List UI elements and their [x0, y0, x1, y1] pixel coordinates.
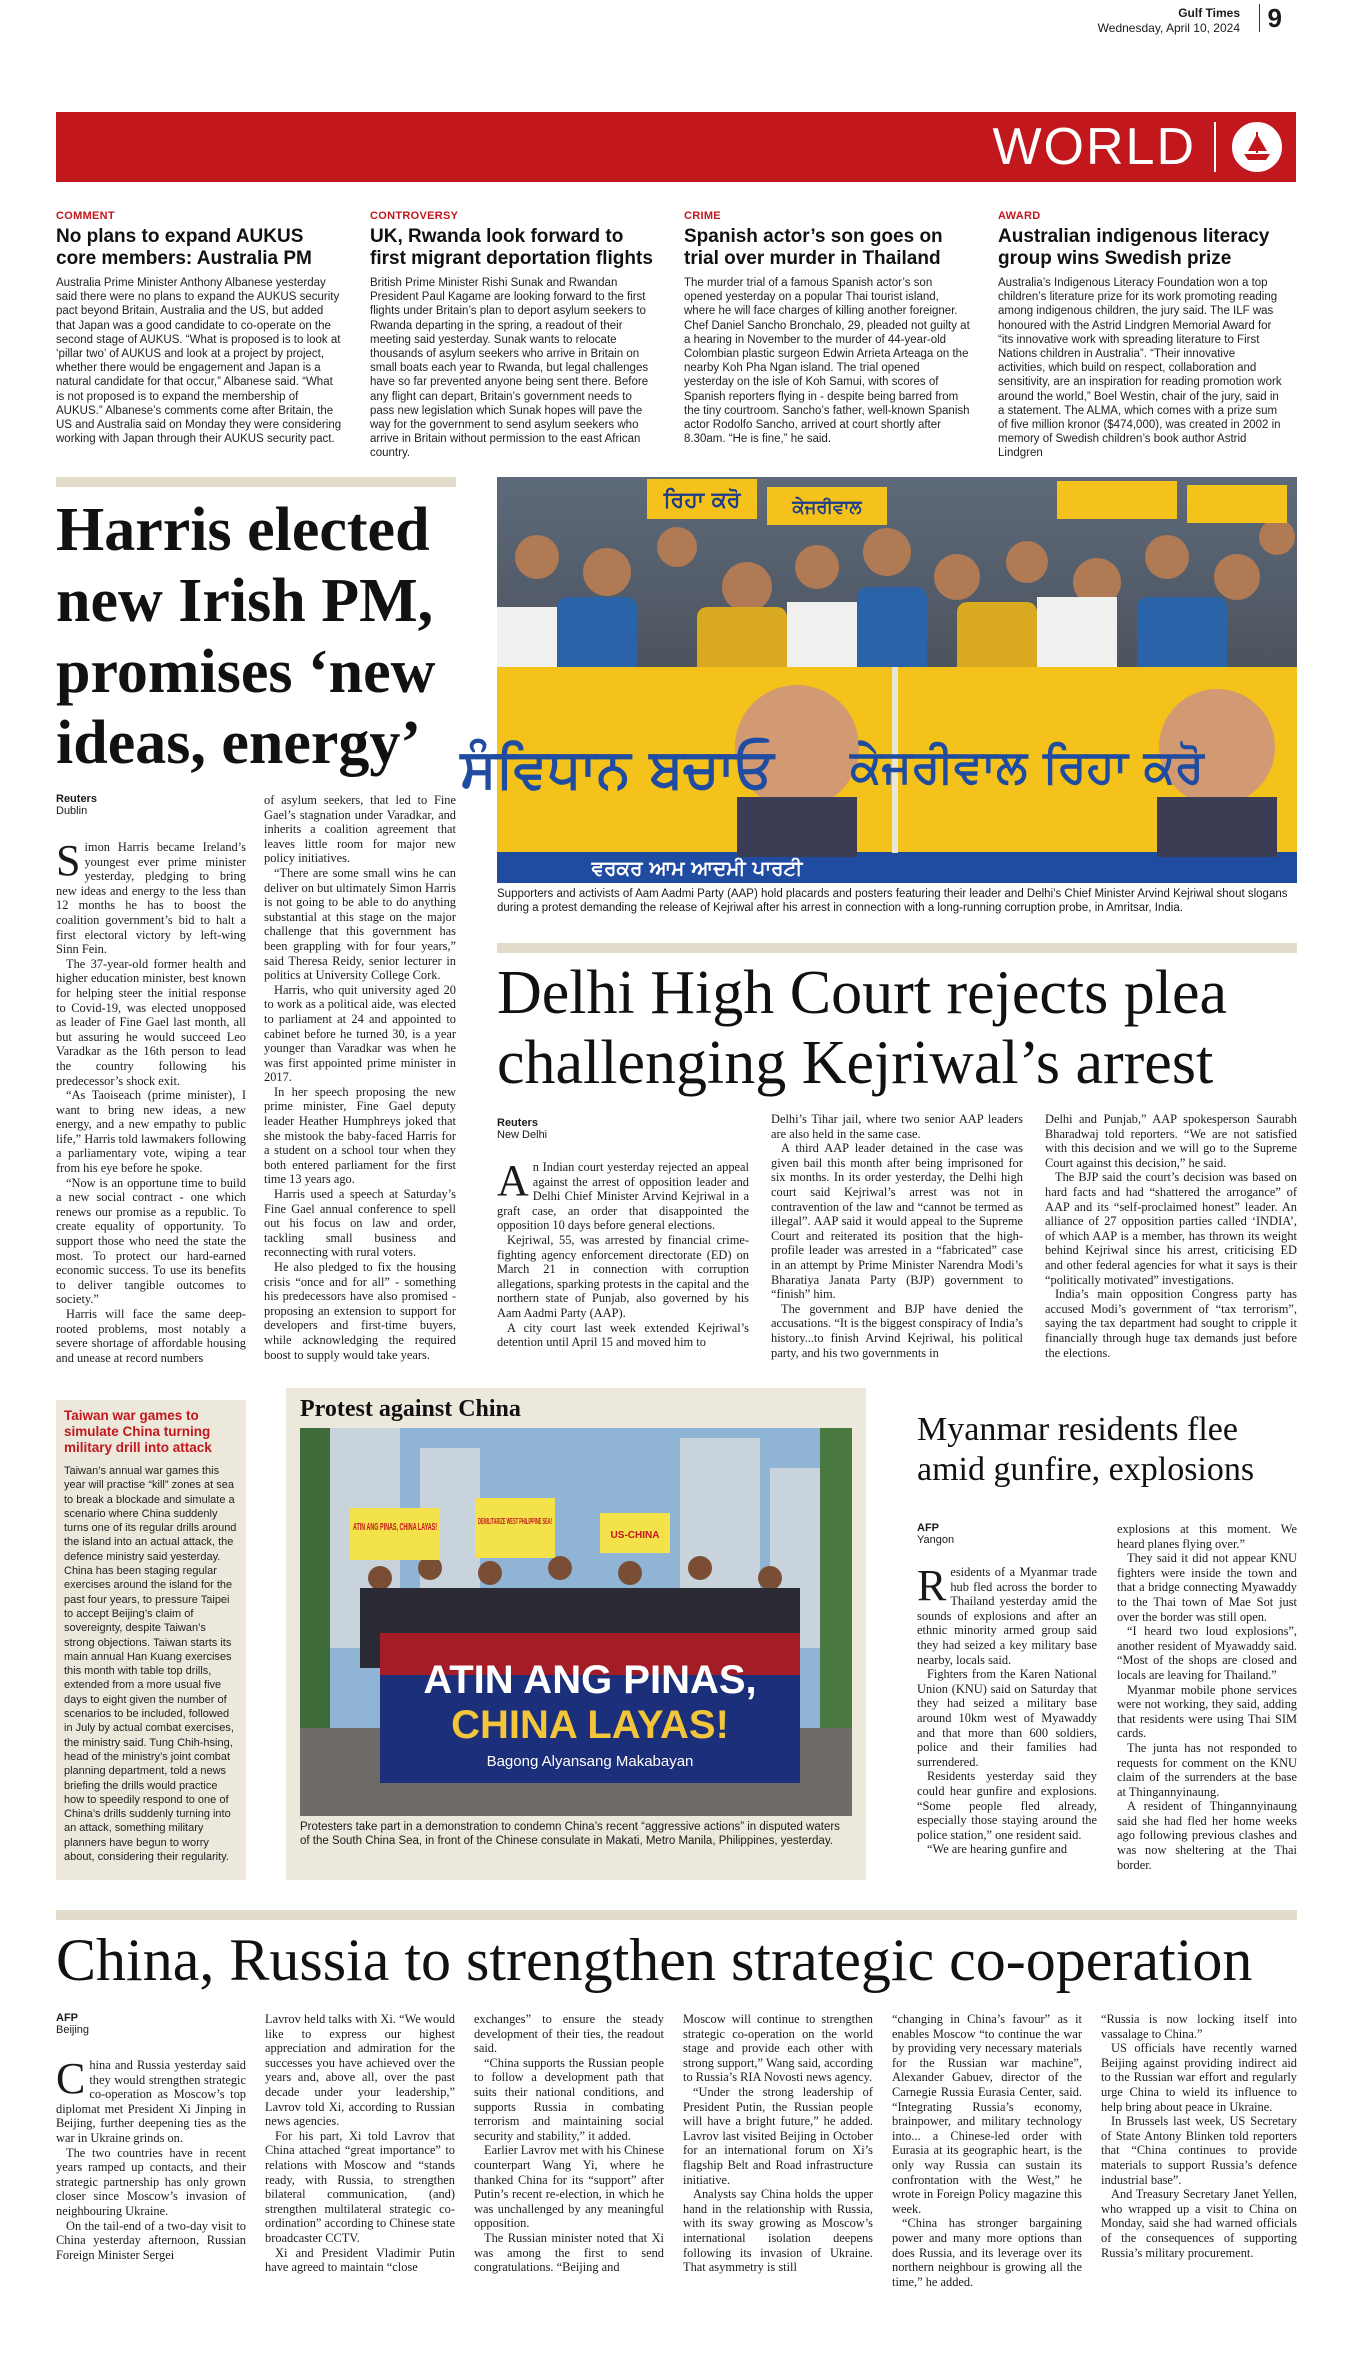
banner-bottom-text: ਵਰਕਰ ਆਮ ਆਦਮੀ ਪਾਰਟੀ [591, 856, 803, 880]
china-column-4 [683, 2012, 873, 2354]
body-paragraph: Myanmar mobile phone services were not working, they said, adding that residents were using Thai SIM cards. [1117, 1682, 1297, 1741]
body-paragraph: Analysts say China holds the upper hand in the relationship with Russia, with its sway growing as Moscow’s international isolation deepens following its invasion of Ukraine. That asymmetry is still [683, 2187, 873, 2275]
myanmar-byline [917, 1522, 1097, 1560]
kejriwal-byline [497, 1117, 747, 1155]
body-paragraph: They said it did not appear KNU fighters were inside the town and that a bridge connecting Myawaddy to the Thai town of Mae Sot just over the border was still open. [1117, 1551, 1297, 1624]
brief-headline: UK, Rwanda look forward to first migrant deportation flights [370, 226, 653, 269]
body-paragraph: The 37-year-old former health and higher education minister, best known for helping steer the initial response to Covid-19, was elected unopposed as leader of Fine Gael last month, all but assuring he would succeed Leo Varadkar as the 16th person to lead the country following his predecessor’s shock exit. [56, 956, 246, 1088]
taiwan-text: Taiwan’s annual war games this year will practise “kill” zones at sea to break a blockade and simulate a scenario where China suddenly turns one of its regular drills around the island into an actual attack, the defence ministry said yesterday. China has been staging regular exercises around the island for the past four years, to pressure Taipei to accept Beijing’s claim of sovereignty, despite Taiwan’s strong objections. Taiwan starts its main annual Han Kuang exercises this month with table top drills, extended from a more usual five days to eight given the number of scenarios to be included, followed in July by actual combat exercises, the ministry said. Tung Chih-hsing, head of the ministry’s joint combat planning department, told a news briefing the drills would practice how to speedily respond to one of China’s drills suddenly turning into an attack, something military planners have begun to worry about, considering their regularity. [64, 1465, 237, 1864]
kejriwal-protest-photo [460, 477, 1297, 883]
agency: AFP [56, 2012, 78, 2024]
body-paragraph: In Brussels last week, US Secretary of State Antony Blinken told reporters that “China continues to provide materials to support Russia’s defence industrial base”. [1101, 2114, 1297, 2187]
china-column-1 [56, 2054, 246, 2354]
brief-rwanda [370, 210, 656, 461]
protest-photo-box [286, 1388, 866, 1880]
body-paragraph: Harris used a speech at Saturday’s Fine Gael annual conference to spell out his focus on law and order, tackling small business and reconnecting with rural voters. [264, 1187, 456, 1260]
brief-text: Australia’s Indigenous Literacy Foundation won a top children’s literature prize for its work promoting reading among indigenous children, the jury said. The ILF was honoured with the Astrid Lindgren Memorial Award for “its innovative work with spreading literature to First Nations children in Australia”. “Their innovative activities, which build on respect, collaboration and sensitivity, are an inspiration for reading promotion work around the world,” Boel Westin, chair of the jury, said in a statement. The ALMA, which comes with a prize sum of five million kronor ($474,000), was created in 2002 in memory of Swedish children’s book author Astrid Lindgren [998, 277, 1282, 460]
manila-protest-photo [300, 1428, 852, 1816]
drop-cap: S [56, 836, 81, 885]
brief-text: British Prime Minister Rishi Sunak and Rwandan President Paul Kagame are looking forward to the first flights under Britain’s plan to deport asylum seekers to Rwanda departing in the spring, a readout of their meeting said yesterday. Sunak wants to relocate thousands of asylum seekers who arrive in Britain on small boats each year to Rwanda, but legal challenges have so far prevented anyone being sent there. Before any flight can depart, Britain’s government needs to pass new legislation which Sunak hopes will pave the way for the government to send asylum seekers who arrive in Britain without permission to the east African country. [370, 277, 649, 460]
body-paragraph: US officials have recently warned Beijing against providing indirect aid to the Russian war effort and regularly urge China to wield its influence to help bring about peace in Ukraine. [1101, 2041, 1297, 2114]
body-paragraph: “There are some small wins he can deliver on but ultimately Simon Harris is not going to be able to do anything substantial at this stage on the major challenge that this government has been grappling with for four years,” said Theresa Reidy, senior lecturer in politics at University College Cork. [264, 865, 456, 983]
body-paragraph: Fighters from the Karen National Union (KNU) said on Saturday that they had seized a military base around 10km west of Myawaddy and that more than 600 soldiers, police and their families had surrendered. [917, 1667, 1097, 1769]
body-paragraph [917, 1561, 1097, 1667]
body-paragraph [497, 1156, 749, 1233]
china-column-6 [1101, 2012, 1297, 2354]
section-title: WORLD [992, 118, 1196, 176]
banner-right-text: ਕੇਜਰੀਵਾਲ ਰਿਹਾ ਕਰੋ [850, 739, 1204, 793]
body-paragraph: Moscow will continue to strengthen strategic co-operation on the world stage and provide each other with strong support,” Wang said, according to Russia’s RIA Novosti news agency. [683, 2012, 873, 2085]
body-paragraph: On the tail-end of a two-day visit to China yesterday afternoon, Russian Foreign Minister Sergei [56, 2218, 246, 2262]
protest-title: Protest against China [300, 1396, 521, 1422]
banner-line-1: ATIN ANG PINAS, [423, 1658, 757, 1702]
kejriwal-headline: Delhi High Court rejects plea challenging Kejriwal’s arrest [497, 959, 1228, 1097]
body-paragraph: “I heard two loud explosions”, another resident of Myawaddy said. “Most of the shops are closed and locals are leaving for Thailand.” [1117, 1624, 1297, 1682]
myanmar-column-2 [1117, 1522, 1297, 1885]
body-paragraph: A city court last week extended Kejriwal’s detention until April 15 and moved him to [497, 1320, 749, 1350]
kejriwal-column-2 [771, 1112, 1023, 1372]
kejriwal-column-3 [1045, 1112, 1297, 1372]
dateline: Beijing [56, 2024, 90, 2036]
body-paragraph: The Russian minister noted that Xi was among the first to send congratulations. “Beijing and [474, 2230, 664, 2275]
body-paragraph: A resident of Thingannyinaung said she had fled her home weeks ago following previous clashes and was now sheltering at the Thai border. [1117, 1799, 1297, 1872]
kejriwal-column-1 [497, 1156, 749, 1372]
paragraph-text: esidents of a Myanmar trade hub fled across the border to Thailand yesterday amid the sounds of explosions and after an ethnic minority armed group said they had seized a key military base nearby, locals said. [917, 1565, 1097, 1667]
brief-kicker: COMMENT [56, 210, 115, 222]
body-paragraph: “We are hearing gunfire and [927, 1842, 1068, 1857]
myanmar-column-1 [917, 1561, 1097, 1885]
harris-byline [56, 793, 246, 831]
body-paragraph: Xi and President Vladimir Putin have agreed to maintain “close [265, 2245, 455, 2275]
placard-1-text: ATIN ANG PINAS, CHINA LAYAS! [353, 1522, 437, 1533]
issue-date: Wednesday, April 10, 2024 [1097, 21, 1240, 35]
placard-top-text-2: ਕੇਜਰੀਵਾਲ [792, 497, 862, 518]
body-paragraph: Earlier Lavrov met with his Chinese counterpart Wang Yi, where he thanked China for its “support” after Putin’s recent re-election, in which he was unchallenged by any meaningful opposition. [474, 2143, 664, 2231]
body-paragraph: “China supports the Russian people to follow a development path that suits their national conditions, and supports Russia in combating terrorism and maintaining social security and stability,” it added. [474, 2055, 664, 2143]
body-paragraph: of asylum seekers, that led to Fine Gael’s stagnation under Varadkar, and inherits a coalition agreement that leaves little room for major new policy initiatives. [264, 793, 456, 866]
kejriwal-photo-caption: Supporters and activists of Aam Aadmi Party (AAP) hold placards and posters featuring their leader and Delhi’s Chief Minister Arvind Kejriwal shout slogans during a protest demanding the release of Kejriwal after his arrest in connection with a long-running corruption probe, in Amritsar, India. [497, 888, 1288, 914]
brief-kicker: AWARD [998, 210, 1041, 222]
brief-aukus [56, 210, 342, 446]
body-paragraph: “Russia is now locking itself into vassalage to China.” [1101, 2012, 1297, 2041]
body-paragraph: The BJP said the court’s decision was based on hard facts and had “shattered the arrogance” of AAP and its “self-proclaimed honest” leader. An alliance of 27 opposition parties called ‘INDIA’, of which AAP is a member, has thrown its weight behind Kejriwal since his arrest, criticising ED and other federal agencies for what it says is their “politically motivated” investigations. [1045, 1170, 1297, 1287]
body-paragraph: explosions at this moment. We heard planes flying over.” [1117, 1522, 1297, 1551]
publication-name: Gulf Times [1178, 6, 1240, 20]
myanmar-headline: Myanmar residents flee amid gunfire, explosions [917, 1411, 1255, 1488]
body-paragraph: Kejriwal, 55, was arrested by financial crime-fighting agency enforcement directorate (ED) on March 21 in connection with corruption allegations, sparking protests in the capital and the northern state of Punjab, also governed by his Aam Aadmi Party (AAP). [497, 1232, 749, 1320]
brief-headline: Australian indigenous literacy group wins Swedish prize [998, 226, 1270, 269]
brief-literacy [998, 210, 1284, 461]
harris-headline: Harris elected new Irish PM, promises ‘new ideas, energy’ [56, 496, 436, 777]
drop-cap: C [56, 2054, 86, 2103]
agency: Reuters [497, 1117, 538, 1129]
brief-headline: Spanish actor’s son goes on trial over murder in Thailand [684, 226, 943, 269]
body-paragraph: Lavrov held talks with Xi. “We would like to express our highest appreciation and admiration for the successes you have achieved over the years and, above all, over the past decade under your leadership,” Lavrov told Xi, according to Russian news agencies. [265, 2012, 455, 2129]
body-paragraph: The two countries have in recent years ramped up contacts, and their strategic partnership has only grown closer since Moscow’s invasion of neighbouring Ukraine. [56, 2145, 246, 2218]
drop-cap: A [497, 1156, 529, 1205]
body-paragraph: exchanges” to ensure the steady development of their ties, the readout said. [474, 2012, 664, 2056]
body-paragraph: “China has stronger bargaining power and many more options than does Russia, and its leverage over its northern neighbour is growing all the time,” he added. [892, 2216, 1082, 2289]
section-rule [497, 943, 1297, 953]
banner-left-text: ਸੰਵਿਧਾਨ ਬਚਾਓ [460, 737, 774, 800]
dateline: Dublin [56, 805, 88, 817]
body-paragraph: The government and BJP have denied the accusations. “It is the biggest conspiracy of India’s history...to finish Arvind Kejriwal, his political party, and his two governments in [771, 1301, 1023, 1360]
body-paragraph: In her speech proposing the new prime minister, Fine Gael deputy leader Heather Humphreys joked that she mistook the baby-faced Harris for a student on a school tour when they both entered parliament for the first time 13 years ago. [264, 1084, 456, 1187]
body-paragraph: Harris, who quit university aged 20 to work as a political aide, was elected to parliament at 24 and appointed to cabinet before he turned 30, is a year younger than Varadkar was when he was first appointed prime minister in 2017. [264, 982, 456, 1085]
agency: AFP [917, 1522, 939, 1534]
china-column-3 [474, 2012, 664, 2354]
body-paragraph: “changing in China’s favour” as it enables Moscow “to continue the war by providing very necessary materials for the Russian war machine”, Alexander Gabuev, director of the Carnegie Russia Eurasia Center, said. “Integrating Russia’s economy, brainpower, and military technology into... a Chinese-led order with Eurasia at its geographic heart, is the only way Russia can sustain its confrontation with the West,” he wrote in Foreign Policy magazine this week. [892, 2012, 1082, 2216]
body-paragraph: Delhi’s Tihar jail, where two senior AAP leaders are also held in the same case. [771, 1112, 1023, 1141]
dateline: Yangon [917, 1534, 955, 1546]
placard-top-text: ਰਿਹਾ ਕਰੋ [663, 488, 741, 513]
body-paragraph [56, 2054, 246, 2146]
body-paragraph: Delhi and Punjab,” AAP spokesperson Saurabh Bharadwaj told reporters. “We are not satisfied with this decision and we will go to the Supreme Court against this decision,” he said. [1045, 1112, 1297, 1170]
body-paragraph: “Under the strong leadership of President Putin, the Russian people will have a bright future,” he added. Lavrov last visited Beijing in October for an international forum on Xi’s flagship Belt and Road infrastructure initiative. [683, 2084, 873, 2187]
protest-caption: Protesters take part in a demonstration to condemn China’s recent “aggressive actions” in disputed waters of the South China Sea, in front of the Chinese consulate in Makati, Metro Manila, Philippines, yesterday. [300, 1821, 840, 1847]
brief-text: Australia Prime Minister Anthony Albanese yesterday said there were no plans to expand the AUKUS security pact beyond Britain, Australia and the US, but added that Japan was a good candidate to co-operate on the second stage of AUKUS. “What is proposed is to look at ‘pillar two’ of AUKUS and look at a project by project, whether there would be engagement and Japan is a natural candidate for that occur,” Albanese said. “What is not proposed is to expand the membership of AUKUS.” Albanese’s comments come after Britain, the US and Australia said on Monday they were considering working with Japan through their AUKUS security pact. [56, 277, 342, 446]
taiwan-headline: Taiwan war games to simulate China turning military drill into attack [64, 1408, 212, 1455]
ship-logo-icon [1232, 122, 1282, 172]
section-banner [56, 112, 1296, 182]
body-paragraph: India’s main opposition Congress party has accused Modi’s government of “tax terrorism”, saying the tax department had sought to cripple it financially through huge tax demands just before the elections. [1045, 1287, 1297, 1360]
banner-line-2: CHINA LAYAS! [451, 1703, 729, 1747]
china-column-2 [265, 2012, 455, 2354]
body-paragraph: And Treasury Secretary Janet Yellen, who wrapped up a visit to China on Monday, said she had warned officials of the consequences of supporting Russia’s military procurement. [1101, 2187, 1297, 2260]
placard-3-text: US-CHINA [610, 1530, 660, 1541]
placard-2-text: DEMILITARIZE WEST PHILIPPINE SEA! [478, 1517, 552, 1526]
body-paragraph: A third AAP leader detained in the case was given bail this month after being imprisoned for six months. In its order yesterday, the Delhi high court said Kejriwal’s arrest was not in contravention of the law and “cannot be termed as illegal”. AAP said it would appeal to the Supreme Court and reiterated its position that the high-profile leader was arrested in a “fabricated” case in an attempt by Prime Minister Narendra Modi’s Bharatiya Janata Party (BJP) government to “finish” him. [771, 1141, 1023, 1302]
section-rule [56, 1910, 1297, 1920]
page-header [56, 0, 1296, 110]
banner-line-3: Bagong Alyansang Makabayan [486, 1753, 694, 1770]
paragraph-text: imon Harris became Ireland’s youngest ever prime minister yesterday, pledging to bring new ideas and energy to the less than 12 months he has to boost the coalition government’s bid to halt a first electoral victory by left-wing Sinn Fein. [56, 840, 246, 957]
brief-kicker: CONTROVERSY [370, 210, 459, 222]
paragraph-text: hina and Russia yesterday said they would strengthen strategic co-operation as Moscow’s top diplomat met President Xi Jinping in Beijing, further deepening ties as the war in Ukraine grinds on. [56, 2058, 246, 2145]
brief-kicker: CRIME [684, 210, 721, 222]
body-paragraph: Harris will face the same deep-rooted problems, most notably a severe shortage of affordable housing and unease at record numbers [56, 1307, 246, 1365]
section-rule [56, 477, 456, 487]
brief-thailand [684, 210, 970, 446]
china-russia-headline: China, Russia to strengthen strategic co-operation [56, 1927, 1253, 1993]
taiwan-sidebar [56, 1400, 246, 1880]
dateline: New Delhi [497, 1129, 548, 1141]
paragraph-text: n Indian court yesterday rejected an appeal against the arrest of opposition leader and Delhi Chief Minister Arvind Kejriwal in a graft case, an order that disappointed the opposition 10 days before general elections. [497, 1160, 749, 1233]
body-paragraph: For his part, Xi told Lavrov that China attached “great importance” to relations with Moscow and “stands ready, with Russia, to strengthen bilateral communication, (and) strengthen multilateral strategic co-ordination” according to Chinese state broadcaster CCTV. [265, 2128, 455, 2245]
banner-divider [1214, 122, 1216, 172]
brief-text: The murder trial of a famous Spanish actor’s son opened yesterday on a popular Thai tourist island, where he will face charges of killing another foreigner. Chef Daniel Sancho Bronchalo, 29, pleaded not guilty at a hearing in November to the murder of 44-year-old Colombian plastic surgeon Edwin Arrieta Arteaga on the nearby Koh Pha Ngan island. The trial opened yesterday on the isle of Koh Samui, with scores of Spanish reporters flying in - despite being barred from the tiny courtroom. Sancho’s father, well-known Spanish actor Rodolfo Sancho, arrived at court shortly after 8.30am. “He is fine,” he said. [684, 277, 970, 446]
drop-cap: R [917, 1561, 947, 1610]
china-byline [56, 2012, 246, 2050]
body-paragraph [56, 836, 246, 957]
body-paragraph: Residents yesterday said they could hear gunfire and explosions. “Some people fled already, especially those staying around the police station,” one resident said. [917, 1769, 1097, 1842]
page-number: 9 [1259, 4, 1282, 32]
body-paragraph: The junta has not responded to requests for comment on the KNU claim of the surrenders at the base at Thingannyinaung. [1117, 1740, 1297, 1799]
brief-headline: No plans to expand AUKUS core members: Australia PM [56, 226, 312, 269]
body-paragraph: He also pledged to fix the housing crisis “once and for all” - something his predecessors have also promised - proposing an extension to support for developers and first-time buyers, while acknowledging the required boost to supply would take years. [264, 1260, 456, 1362]
china-column-5 [892, 2012, 1082, 2354]
publication-info [1098, 6, 1240, 36]
body-paragraph: “Now is an opportune time to build a new social contract - one which renews our promise as a republic. To create equality of opportunity. To support those who need the state the most. To protect our hard-earned economic success. To use its benefits to deliver tangible outcomes to society.” [56, 1175, 246, 1307]
body-paragraph: “As Taoiseach (prime minister), I want to bring new ideas, a new energy, and a new empathy to public life,” Harris told lawmakers following a parliamentary vote, wiping a tear from his eye before he spoke. [56, 1088, 246, 1176]
agency: Reuters [56, 793, 97, 805]
